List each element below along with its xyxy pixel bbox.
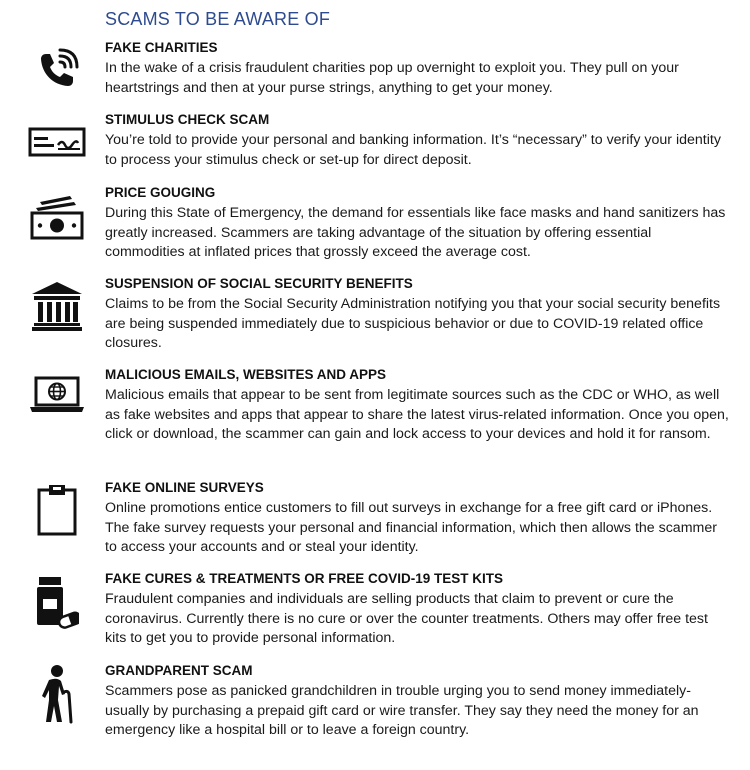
scam-heading: PRICE GOUGING — [105, 185, 216, 200]
scam-heading: FAKE ONLINE SURVEYS — [105, 480, 264, 495]
scam-description: Malicious emails that appear to be sent from legitimate sources such as the CDC or WHO, as well as fake websites and apps that appear to share the latest virus-related information. Once you open, click or download, the scammer can gain and lock access to your devices and hold it for ransom. — [105, 387, 729, 443]
scam-description: You’re told to provide your personal and banking information. It’s “necessary” to verify your identity to process your stimulus check or set-up for direct deposit. — [105, 132, 721, 168]
scam-description: Scammers pose as panicked grandchildren in trouble urging you to send money immediately-usually by purchasing a prepaid gift card or wire transfer. They say they need the money for an emergency like a hospital bill or to leave a foreign country. — [105, 683, 699, 739]
scam-item-fake-online-surveys — [0, 480, 750, 560]
scam-item-social-security — [0, 276, 750, 356]
laptop-globe-icon — [24, 373, 90, 417]
scam-description: Claims to be from the Social Security Administration notifying you that your social security benefits are being suspended immediately due to suspicious behavior or due to COVID-19 related office closures. — [105, 296, 721, 352]
scam-heading: FAKE CHARITIES — [105, 40, 218, 55]
scam-item-fake-charities — [0, 40, 750, 100]
scam-heading: STIMULUS CHECK SCAM — [105, 112, 270, 127]
elderly-person-cane-icon — [24, 663, 90, 725]
scam-item-stimulus-check — [0, 112, 750, 172]
scam-description: Fraudulent companies and individuals are selling products that claim to prevent or cure the coronavirus. Currently there is no cure or over the counter treatments. Others may offer free test kits to get you to provide personal information. — [105, 591, 708, 647]
government-building-icon — [24, 278, 90, 334]
scam-item-fake-cures — [0, 571, 750, 651]
phone-ringing-icon — [24, 44, 90, 96]
scam-item-malicious-emails — [0, 367, 750, 467]
clipboard-icon — [24, 482, 90, 538]
scam-heading: GRANDPARENT SCAM — [105, 663, 253, 678]
check-icon — [24, 124, 90, 160]
medicine-bottle-pill-icon — [24, 573, 90, 633]
money-stack-icon — [24, 189, 90, 245]
page-title: SCAMS TO BE AWARE OF — [105, 9, 331, 29]
scam-description: During this State of Emergency, the demand for essentials like face masks and hand sanitizers has greatly increased. Scammers are taking advantage of the situation by offering essential commodities at inflated prices that grossly exceed the average cost. — [105, 205, 726, 261]
scam-heading: MALICIOUS EMAILS, WEBSITES AND APPS — [105, 367, 387, 382]
scam-description: Online promotions entice customers to fill out surveys in exchange for a free gift card or iPhones. The fake survey requests your personal and financial information, which then allows the scammer to access your accounts and or steal your identity. — [105, 500, 717, 556]
scam-heading: SUSPENSION OF SOCIAL SECURITY BENEFITS — [105, 276, 413, 291]
scam-item-price-gouging — [0, 185, 750, 265]
scam-item-grandparent-scam — [0, 663, 750, 743]
scam-description: In the wake of a crisis fraudulent charities pop up overnight to exploit you. They pull on your heartstrings and then at your purse strings, anything to get your money. — [105, 60, 679, 96]
scam-heading: FAKE CURES & TREATMENTS OR FREE COVID-19 TEST KITS — [105, 571, 504, 586]
